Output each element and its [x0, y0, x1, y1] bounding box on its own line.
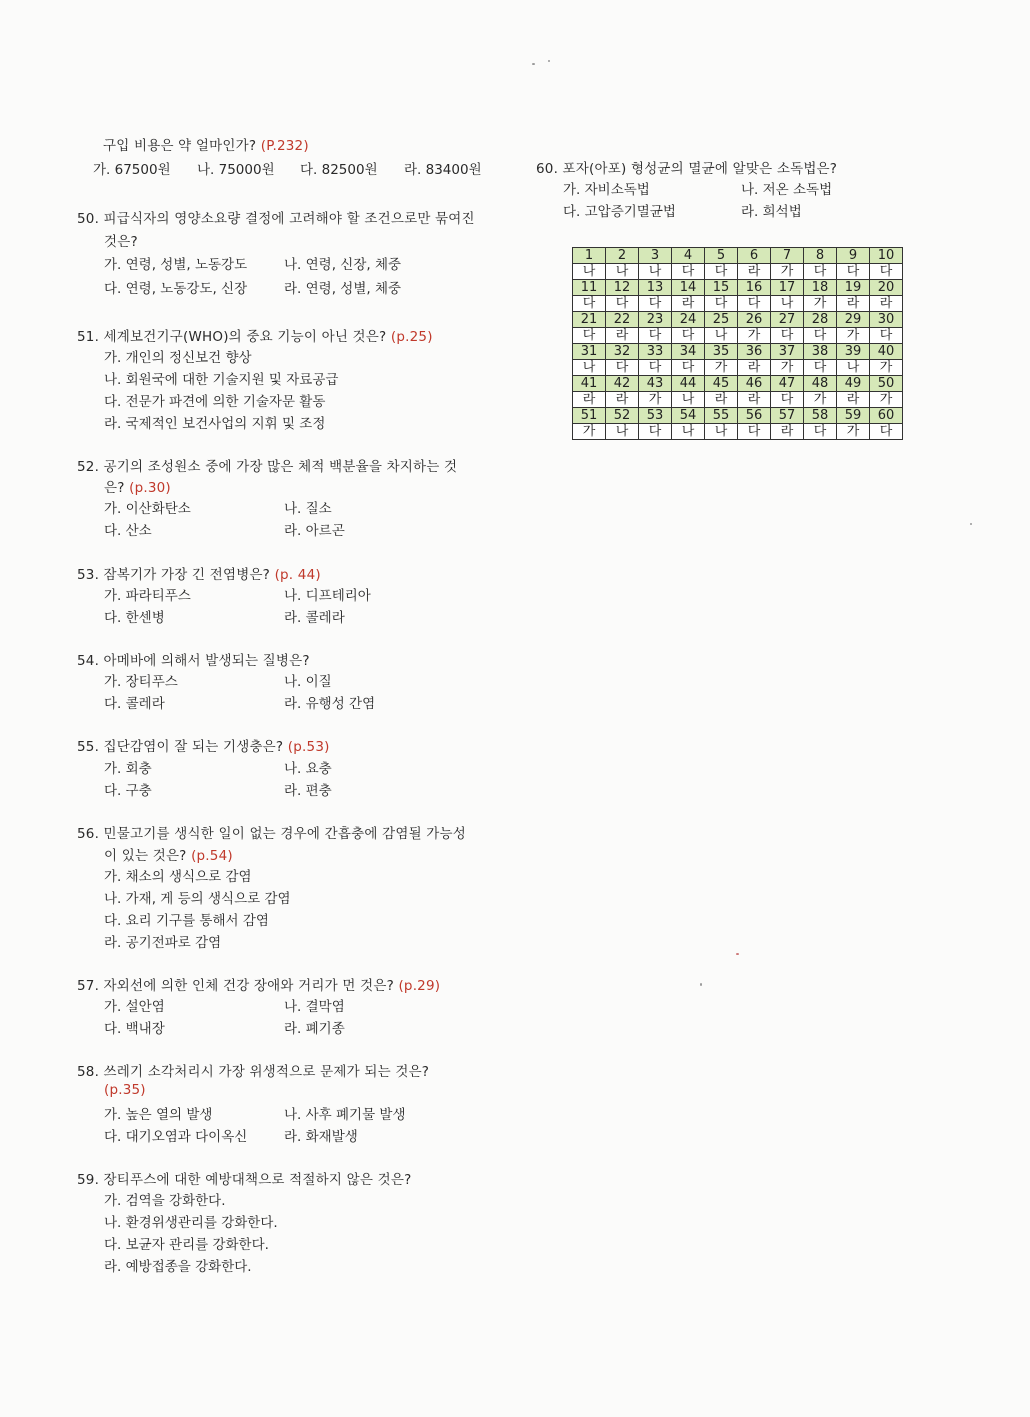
- answer-cell: 라: [837, 296, 870, 312]
- question-number-cell: 26: [738, 312, 771, 328]
- q54-option-a: 가. 장티푸스: [104, 674, 178, 690]
- scan-speck: [700, 983, 702, 986]
- q60-option-c: 다. 고압증기멸균법: [563, 204, 676, 220]
- answer-number-row: [573, 408, 903, 424]
- scan-speck: [548, 60, 550, 62]
- q53-question: 53. 잠복기가 가장 긴 전염병은? (p. 44): [77, 567, 321, 583]
- question-number-cell: 34: [672, 344, 705, 360]
- answer-cell: 나: [672, 392, 705, 408]
- q52-option-d: 라. 아르곤: [284, 523, 345, 539]
- answer-cell: 가: [837, 328, 870, 344]
- q56-option-d: 라. 공기전파로 감염: [104, 935, 222, 951]
- answer-cell: 나: [837, 360, 870, 376]
- answer-cell: 다: [804, 264, 837, 280]
- q51-option-b: 나. 회원국에 대한 기술지원 및 자료공급: [104, 372, 339, 388]
- answer-cell: 다: [738, 424, 771, 440]
- answer-cell: 다: [837, 264, 870, 280]
- answer-cell: 나: [606, 264, 639, 280]
- answer-cell: 나: [672, 424, 705, 440]
- q59-option-b: 나. 환경위생관리를 강화한다.: [104, 1215, 278, 1231]
- question-number-cell: 58: [804, 408, 837, 424]
- question-number-cell: 22: [606, 312, 639, 328]
- answer-cell: 라: [738, 392, 771, 408]
- answer-cell: 다: [705, 264, 738, 280]
- answer-cell: 나: [606, 424, 639, 440]
- answer-cell: 나: [705, 328, 738, 344]
- question-number-cell: 48: [804, 376, 837, 392]
- page-ref: (p.53): [287, 739, 330, 755]
- question-number-cell: 28: [804, 312, 837, 328]
- page-ref: (p. 44): [274, 567, 321, 583]
- page-ref: (p.29): [398, 978, 441, 994]
- answer-cell: 다: [639, 424, 672, 440]
- q56-question: 56. 민물고기를 생식한 일이 없는 경우에 간흡충에 감염될 가능성: [77, 826, 467, 842]
- answer-cell: 다: [606, 296, 639, 312]
- q51-option-c: 다. 전문가 파견에 의한 기술자문 활동: [104, 394, 326, 410]
- answer-cell: 가: [738, 328, 771, 344]
- q58-option-d: 라. 화재발생: [284, 1129, 358, 1145]
- q56-option-a: 가. 채소의 생식으로 감염: [104, 869, 252, 885]
- answer-cell: 라: [738, 264, 771, 280]
- q53-option-c: 다. 한센병: [104, 610, 165, 626]
- question-number-cell: 39: [837, 344, 870, 360]
- q50-option-c: 다. 연령, 노동강도, 신장: [104, 281, 248, 297]
- question-number-cell: 18: [804, 280, 837, 296]
- q55-question: 55. 집단감염이 잘 되는 기생충은? (p.53): [77, 739, 330, 755]
- q56-option-b: 나. 가재, 게 등의 생식으로 감염: [104, 891, 291, 907]
- question-number-cell: 13: [639, 280, 672, 296]
- question-number-cell: 55: [705, 408, 738, 424]
- scan-speck: [736, 953, 739, 955]
- q55-option-d: 라. 편충: [284, 783, 332, 799]
- answer-cell: 가: [804, 392, 837, 408]
- question-number-cell: 41: [573, 376, 606, 392]
- answer-cell: 가: [771, 264, 804, 280]
- answer-cell: 나: [705, 424, 738, 440]
- question-number-cell: 42: [606, 376, 639, 392]
- answer-key-table: [572, 247, 903, 440]
- q56-option-c: 다. 요리 기구를 통해서 감염: [104, 913, 269, 929]
- answer-cell: 라: [738, 360, 771, 376]
- answer-cell: 라: [705, 392, 738, 408]
- q57-question: 57. 자외선에 의한 인체 건강 장애와 거리가 먼 것은? (p.29): [77, 978, 441, 994]
- question-number-cell: 47: [771, 376, 804, 392]
- question-number-cell: 6: [738, 248, 771, 264]
- answer-cell: 가: [573, 424, 606, 440]
- q55-option-a: 가. 회충: [104, 761, 152, 777]
- answer-number-row: [573, 376, 903, 392]
- q58-option-a: 가. 높은 열의 발생: [104, 1107, 213, 1123]
- q60-option-d: 라. 희석법: [741, 204, 802, 220]
- q58-question: 58. 쓰레기 소각처리시 가장 위생적으로 문제가 되는 것은?: [77, 1064, 430, 1080]
- q57-option-d: 라. 폐기종: [284, 1021, 345, 1037]
- question-number-cell: 19: [837, 280, 870, 296]
- question-number-cell: 44: [672, 376, 705, 392]
- answer-cell: 가: [705, 360, 738, 376]
- q49-option-d: 라. 83400원: [404, 162, 482, 178]
- q51-option-d: 라. 국제적인 보건사업의 지휘 및 조정: [104, 416, 326, 432]
- question-number-cell: 60: [870, 408, 903, 424]
- q52-option-b: 나. 질소: [284, 501, 332, 517]
- question-number-cell: 43: [639, 376, 672, 392]
- answer-cell: 다: [573, 328, 606, 344]
- question-number-cell: 17: [771, 280, 804, 296]
- q57-option-b: 나. 결막염: [284, 999, 345, 1015]
- question-number-cell: 32: [606, 344, 639, 360]
- q51-option-a: 가. 개인의 정신보건 향상: [104, 350, 252, 366]
- q59-option-a: 가. 검역을 강화한다.: [104, 1193, 226, 1209]
- q55-option-b: 나. 요충: [284, 761, 332, 777]
- answer-cell: 나: [573, 360, 606, 376]
- answer-cell: 다: [804, 424, 837, 440]
- question-number-cell: 37: [771, 344, 804, 360]
- q51-question: 51. 세계보건기구(WHO)의 중요 기능이 아닌 것은? (p.25): [77, 329, 433, 345]
- question-number-cell: 23: [639, 312, 672, 328]
- q50-question: 50. 피급식자의 영양소요량 결정에 고려해야 할 조건으로만 묶여진: [77, 211, 475, 227]
- q58-option-b: 나. 사후 폐기물 발생: [284, 1107, 406, 1123]
- question-number-cell: 27: [771, 312, 804, 328]
- scan-speck: [532, 63, 535, 65]
- scan-speck: [970, 523, 972, 525]
- q49-option-a: 가. 67500원: [93, 162, 171, 178]
- answer-cell: 라: [606, 328, 639, 344]
- answer-number-row: [573, 248, 903, 264]
- q54-option-d: 라. 유행성 간염: [284, 696, 376, 712]
- answer-cell: 라: [837, 392, 870, 408]
- question-number-cell: 7: [771, 248, 804, 264]
- answer-cell: 다: [804, 328, 837, 344]
- q50-option-a: 가. 연령, 성별, 노동강도: [104, 257, 248, 273]
- answer-cell: 가: [837, 424, 870, 440]
- question-number-cell: 15: [705, 280, 738, 296]
- answer-cell: 다: [870, 424, 903, 440]
- question-number-cell: 8: [804, 248, 837, 264]
- question-number-cell: 24: [672, 312, 705, 328]
- question-number-cell: 9: [837, 248, 870, 264]
- q54-option-b: 나. 이질: [284, 674, 332, 690]
- question-number-cell: 4: [672, 248, 705, 264]
- question-number-cell: 57: [771, 408, 804, 424]
- answer-cell: 다: [672, 360, 705, 376]
- answer-cell: 다: [672, 328, 705, 344]
- q58-option-c: 다. 대기오염과 다이옥신: [104, 1129, 248, 1145]
- question-number-cell: 30: [870, 312, 903, 328]
- q57-option-c: 다. 백내장: [104, 1021, 165, 1037]
- answer-cell: 다: [573, 296, 606, 312]
- answer-value-row: [573, 264, 903, 280]
- answer-cell: 라: [870, 296, 903, 312]
- answer-cell: 라: [672, 296, 705, 312]
- q49-option-c: 다. 82500원: [300, 162, 378, 178]
- answer-value-row: [573, 360, 903, 376]
- answer-number-row: [573, 344, 903, 360]
- answer-cell: 다: [738, 296, 771, 312]
- q52-question: 52. 공기의 조성원소 중에 가장 많은 체적 백분율을 차지하는 것: [77, 459, 458, 475]
- answer-cell: 다: [771, 392, 804, 408]
- question-number-cell: 53: [639, 408, 672, 424]
- question-number-cell: 35: [705, 344, 738, 360]
- answer-cell: 다: [771, 328, 804, 344]
- answer-cell: 다: [870, 328, 903, 344]
- q59-question: 59. 장티푸스에 대한 예방대책으로 적절하지 않은 것은?: [77, 1172, 412, 1188]
- q49-text: 구입 비용은 약 얼마인가? (P.232): [103, 138, 309, 154]
- q50-option-b: 나. 연령, 신장, 체중: [284, 257, 402, 273]
- answer-value-row: [573, 328, 903, 344]
- question-number-cell: 11: [573, 280, 606, 296]
- answer-cell: 다: [705, 296, 738, 312]
- question-number-cell: 50: [870, 376, 903, 392]
- q50-option-d: 라. 연령, 성별, 체중: [284, 281, 402, 297]
- page-ref: (p.54): [191, 848, 233, 864]
- answer-value-row: [573, 296, 903, 312]
- q60-option-a: 가. 자비소독법: [563, 182, 650, 198]
- answer-cell: 다: [639, 296, 672, 312]
- q52-option-c: 다. 산소: [104, 523, 152, 539]
- answer-cell: 가: [639, 392, 672, 408]
- question-number-cell: 51: [573, 408, 606, 424]
- q52-option-a: 가. 이산화탄소: [104, 501, 191, 517]
- answer-cell: 다: [639, 328, 672, 344]
- q59-option-d: 라. 예방접종을 강화한다.: [104, 1259, 252, 1275]
- question-number-cell: 36: [738, 344, 771, 360]
- q60-question: 60. 포자(아포) 형성균의 멸균에 알맞은 소독법은?: [536, 161, 838, 177]
- answer-number-row: [573, 312, 903, 328]
- question-number-cell: 20: [870, 280, 903, 296]
- question-number-cell: 49: [837, 376, 870, 392]
- question-number-cell: 12: [606, 280, 639, 296]
- answer-cell: 가: [870, 360, 903, 376]
- answer-cell: 라: [606, 392, 639, 408]
- question-number-cell: 29: [837, 312, 870, 328]
- question-number-cell: 14: [672, 280, 705, 296]
- question-number-cell: 3: [639, 248, 672, 264]
- q53-option-d: 라. 콜레라: [284, 610, 345, 626]
- question-number-cell: 40: [870, 344, 903, 360]
- question-number-cell: 33: [639, 344, 672, 360]
- question-number-cell: 2: [606, 248, 639, 264]
- answer-value-row: [573, 424, 903, 440]
- question-number-cell: 45: [705, 376, 738, 392]
- page-ref: (p.25): [390, 329, 433, 345]
- answer-cell: 라: [573, 392, 606, 408]
- q57-option-a: 가. 설안염: [104, 999, 165, 1015]
- q55-option-c: 다. 구충: [104, 783, 152, 799]
- answer-number-row: [573, 280, 903, 296]
- question-number-cell: 1: [573, 248, 606, 264]
- q52-question-cont: 은? (p.30): [104, 480, 171, 496]
- answer-cell: 다: [804, 360, 837, 376]
- answer-cell: 다: [672, 264, 705, 280]
- question-number-cell: 38: [804, 344, 837, 360]
- page-ref: (P.232): [260, 138, 309, 154]
- q58-page-ref: (p.35): [104, 1082, 146, 1098]
- q54-option-c: 다. 콜레라: [104, 696, 165, 712]
- q53-option-b: 나. 디프테리아: [284, 588, 371, 604]
- q56-question-cont: 이 있는 것은? (p.54): [104, 848, 233, 864]
- question-number-cell: 16: [738, 280, 771, 296]
- answer-cell: 가: [804, 296, 837, 312]
- q59-option-c: 다. 보균자 관리를 강화한다.: [104, 1237, 269, 1253]
- answer-cell: 나: [639, 264, 672, 280]
- page-ref: (p.30): [129, 480, 171, 496]
- question-number-cell: 59: [837, 408, 870, 424]
- question-number-cell: 25: [705, 312, 738, 328]
- answer-cell: 다: [606, 360, 639, 376]
- question-number-cell: 10: [870, 248, 903, 264]
- answer-cell: 라: [771, 424, 804, 440]
- answer-cell: 가: [870, 392, 903, 408]
- answer-cell: 나: [573, 264, 606, 280]
- q60-option-b: 나. 저온 소독법: [741, 182, 833, 198]
- question-number-cell: 52: [606, 408, 639, 424]
- question-number-cell: 46: [738, 376, 771, 392]
- q53-option-a: 가. 파라티푸스: [104, 588, 191, 604]
- question-number-cell: 54: [672, 408, 705, 424]
- q54-question: 54. 아메바에 의해서 발생되는 질병은?: [77, 653, 310, 669]
- q49-option-b: 나. 75000원: [197, 162, 275, 178]
- q50-question-cont: 것은?: [104, 234, 138, 250]
- question-number-cell: 31: [573, 344, 606, 360]
- answer-cell: 다: [870, 264, 903, 280]
- question-number-cell: 56: [738, 408, 771, 424]
- question-number-cell: 5: [705, 248, 738, 264]
- answer-cell: 다: [639, 360, 672, 376]
- answer-cell: 나: [771, 296, 804, 312]
- answer-value-row: [573, 392, 903, 408]
- answer-cell: 가: [771, 360, 804, 376]
- question-number-cell: 21: [573, 312, 606, 328]
